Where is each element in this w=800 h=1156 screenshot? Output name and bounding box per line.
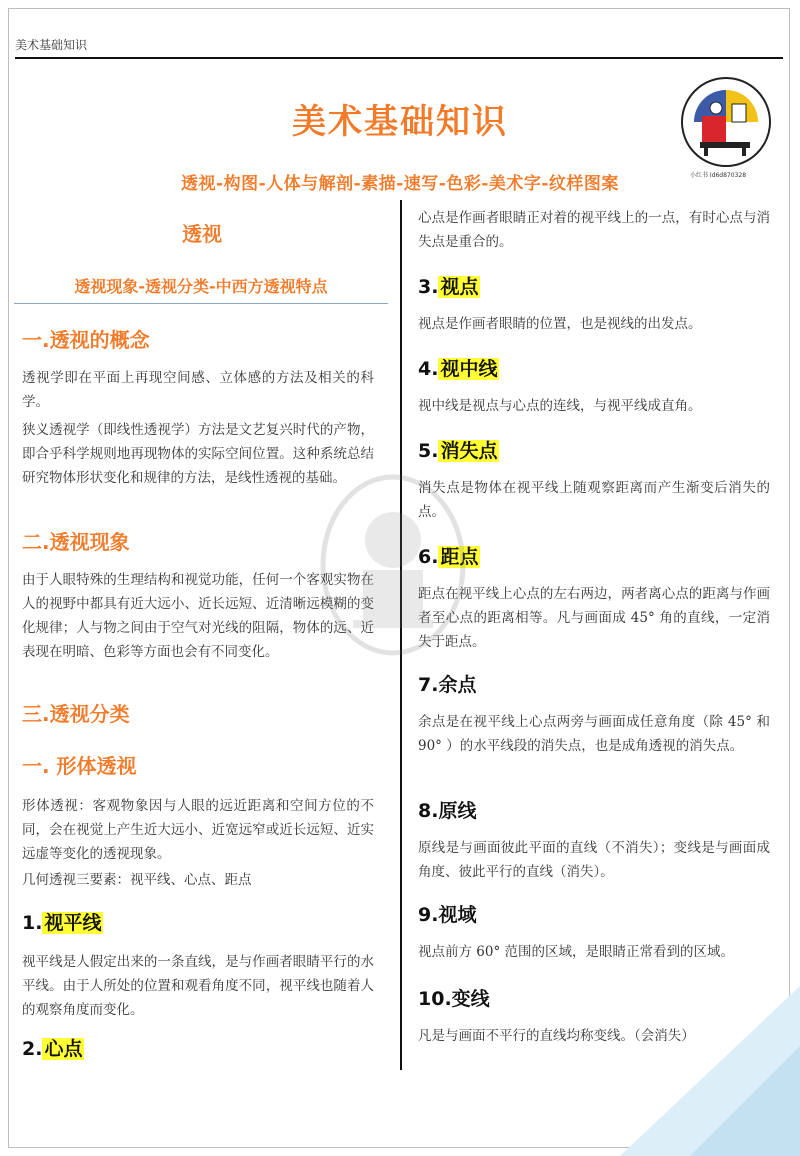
paragraph-center-line: 视中线是视点与心点的连线，与视平线成直角。 [418,398,702,414]
term-center-line [418,354,499,381]
paragraph-form-perspective: 形体透视：客观物象因与人眼的远近距离和空间方位的不同，会在视觉上产生近大远小、近宽远窄或近长远短、近实远虚等变化的透视现象。 [22,798,374,862]
page-subtitle: 透视-构图-人体与解剖-素描-速写-色彩-美术字-纹样图案 [181,174,619,194]
paragraph-distance-point: 距点在视平线上心点的左右两边，两者离心点的距离与作画者至心点的距离相等。凡与画面成 45° 角的直线，一定消失于距点。 [418,586,770,650]
heading-phenomenon: 二.透视现象 [22,530,130,554]
paragraph-three-elements: 几何透视三要素：视平线、心点、距点 [22,872,252,888]
paragraph-phenomenon: 由于人眼特殊的生理结构和视觉功能，任何一个客观实物在人的视野中都具有近大远小、近长远短、近清晰远模糊的变化规律；人与物之间由于空气对光线的阻隔，物体的远、近表现在明暗、色彩等方面也会有不同变化。 [22,572,374,660]
page-title: 美术基础知识 [292,102,508,142]
brand-logo-icon [680,76,772,168]
term-label: 视平线 [44,912,102,934]
term-horizon-line [22,908,103,935]
term-changing-line: 10.变线 [418,988,490,1010]
paragraph-center-point: 心点是作画者眼睛正对着的视平线上的一点，有时心点与消失点是重合的。 [418,210,770,250]
paragraph-horizon-line: 视平线是人假定出来的一条直线，是与作画者眼睛平行的水平线。由于人所处的位置和观看角度不同，视平线也随着人的观察角度而变化。 [22,954,374,1018]
term-label: 心点 [44,1038,83,1060]
section-title: 透视 [182,222,222,246]
term-label: 距点 [440,546,479,568]
term-remainder-point: 7.余点 [418,674,477,696]
paragraph-field-of-view: 视点前方 60° 范围的区域，是眼睛正常看到的区域。 [418,944,735,960]
watermark-icon [318,470,468,660]
term-number: 4. [418,358,439,380]
term-number: 1. [22,912,43,934]
term-vanishing-point [418,436,499,463]
heading-form-perspective: 一. 形体透视 [22,754,137,778]
term-label: 视点 [440,276,479,298]
logo-caption: 小红书 Id6d870328 [690,172,747,179]
corner-decoration-icon [620,986,800,1156]
heading-concept: 一.透视的概念 [22,328,150,352]
section-subtitle: 透视现象-透视分类-中西方透视特点 [74,277,328,296]
paragraph-concept-2: 狭义透视学（即线性透视学）方法是文艺复兴时代的产物，即合乎科学规则地再现物体的实际空间位置。这种系统总结研究物体形状变化和规律的方法，是线性透视的基础。 [22,422,374,486]
term-number: 6. [418,546,439,568]
term-field-of-view: 9.视域 [418,904,477,926]
paragraph-viewpoint: 视点是作画者眼睛的位置，也是视线的出发点。 [418,316,702,332]
term-viewpoint [418,272,480,299]
paragraph-vanishing-point: 消失点是物体在视平线上随观察距离而产生渐变后消失的点。 [418,480,770,520]
term-number: 3. [418,276,439,298]
term-number: 2. [22,1038,43,1060]
header-rule [15,57,783,59]
term-original-line: 8.原线 [418,800,477,822]
heading-classification: 三.透视分类 [22,702,130,726]
term-number: 5. [418,440,439,462]
running-header: 美术基础知识 [15,38,88,52]
paragraph-original-line: 原线是与画面彼此平面的直线（不消失）；变线是与画面成角度、彼此平行的直线（消失）。 [418,840,770,880]
paragraph-changing-line: 凡是与画面不平行的直线均称变线。（会消失） [418,1028,695,1044]
section-rule [14,303,388,304]
term-label: 视中线 [440,358,498,380]
paragraph-remainder-point: 余点是在视平线上心点两旁与画面成任意角度（除 45° 和 90° ）的水平线段的消失点，也是成角透视的消失点。 [418,714,770,754]
term-center-point [22,1034,84,1061]
term-label: 消失点 [440,440,498,462]
paragraph-concept-1: 透视学即在平面上再现空间感、立体感的方法及相关的科学。 [22,370,374,410]
